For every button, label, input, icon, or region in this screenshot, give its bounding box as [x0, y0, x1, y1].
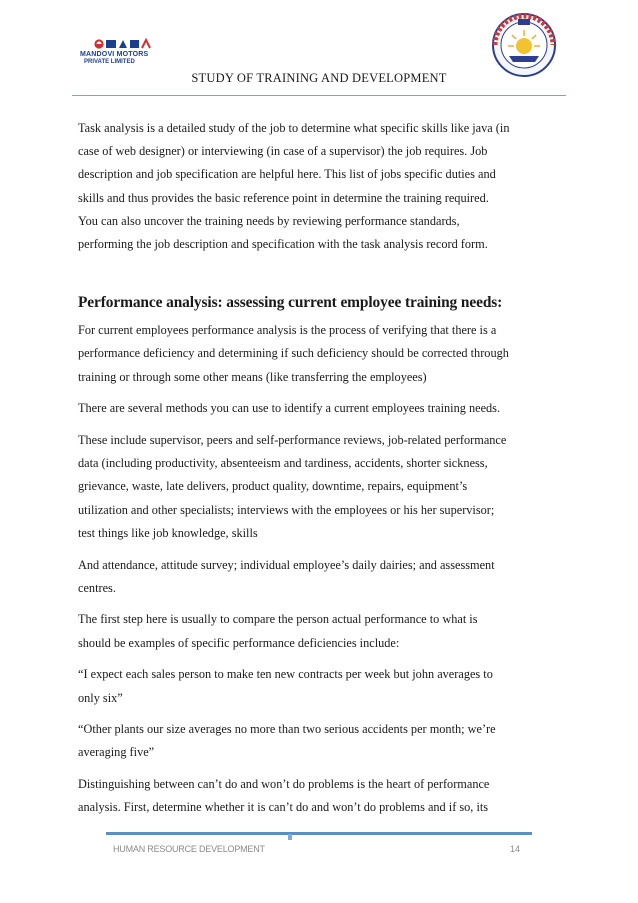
text-line: These include supervisor, peers and self-performance reviews, job-related performance	[78, 433, 507, 448]
text-line: averaging five”	[78, 745, 155, 760]
text-line: should be examples of specific performance deficiencies include:	[78, 635, 400, 650]
text-line: case of web designer) or interviewing (in case of a supervisor) the job requires. Job	[78, 144, 488, 159]
text-line: The first step here is usually to compare the person actual performance to what is	[78, 612, 478, 627]
paragraph	[78, 397, 556, 420]
text-line: training or through some other means (like transferring the employees)	[78, 369, 427, 384]
paragraph	[78, 773, 556, 819]
text-line: For current employees performance analysis is the process of verifying that there is a	[78, 323, 497, 338]
text-line: Distinguishing between can’t do and won’t do problems is the heart of performance	[78, 777, 490, 792]
text-line: skills and thus provides the basic reference point in determine the training required.	[78, 190, 489, 205]
footer-divider	[106, 832, 532, 835]
page-header-title: STUDY OF TRAINING AND DEVELOPMENT	[191, 71, 447, 85]
text-line: There are several methods you can use to identify a current employees training needs.	[78, 401, 501, 416]
text-line: analysis. First, determine whether it is can’t do and won’t do problems and if so, its	[78, 800, 489, 815]
text-line: “Other plants our size averages no more than two serious accidents per month; we’re	[78, 722, 496, 737]
text-line: data (including productivity, absenteeism and tardiness, accidents, shorter sickness,	[78, 456, 488, 471]
text-line: And attendance, attitude survey; individual employee’s daily dairies; and assessment	[78, 557, 495, 572]
footer-title: HUMAN RESOURCE DEVELOPMENT	[113, 844, 265, 854]
quote-paragraph	[78, 663, 556, 709]
document-body	[78, 117, 556, 820]
footer-divider-mark	[288, 834, 292, 840]
company-type: PRIVATE LIMITED	[84, 59, 135, 65]
page-number: 14	[510, 844, 521, 854]
text-line: utilization and other specialists; interviews with the employees or his her supervisor;	[78, 502, 495, 517]
paragraph	[78, 319, 556, 389]
intro-paragraph	[78, 117, 556, 256]
paragraph	[78, 554, 556, 600]
paragraph	[78, 608, 556, 654]
text-line: centres.	[78, 580, 116, 595]
text-line: grievance, waste, late delivers, product quality, downtime, repairs, equipment’s	[78, 479, 468, 494]
section-heading: Performance analysis: assessing current employee training needs:	[78, 294, 503, 312]
text-line: Task analysis is a detailed study of the job to determine what specific skills like java (in	[78, 121, 510, 135]
text-line: performance deficiency and determining if such deficiency should be corrected through	[78, 346, 509, 361]
company-logo	[76, 38, 160, 68]
text-line: description and job specification are helpful here. This list of jobs specific duties and	[78, 167, 496, 182]
header-divider	[72, 95, 566, 96]
text-line: only six”	[78, 690, 123, 705]
paragraph	[78, 429, 556, 545]
company-name: MANDOVI MOTORS	[80, 51, 149, 58]
college-emblem-icon	[491, 12, 557, 78]
text-line: test things like job knowledge, skills	[78, 525, 258, 540]
text-line: You can also uncover the training needs by reviewing performance standards,	[78, 213, 460, 228]
quote-paragraph	[78, 718, 556, 764]
company-logo-icon	[94, 38, 154, 50]
text-line: performing the job description and specification with the task analysis record form.	[78, 237, 488, 252]
text-line: “I expect each sales person to make ten new contracts per week but john averages to	[78, 667, 493, 682]
